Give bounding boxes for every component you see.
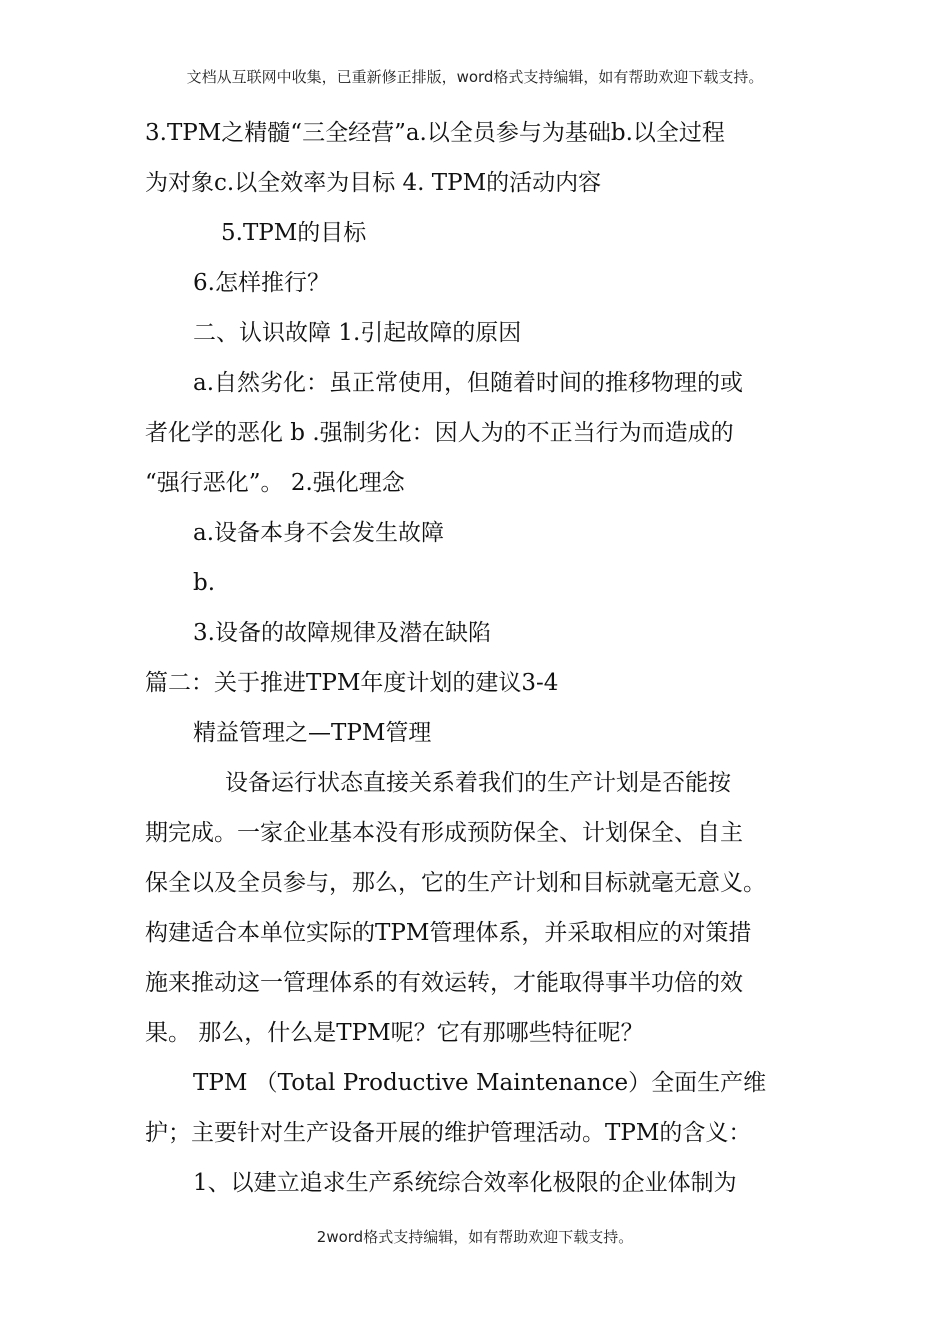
text-line: a.自然劣化：虽正常使用，但随着时间的推移物理的或 [193,370,744,396]
text-line: 保全以及全员参与，那么，它的生产计划和目标就毫无意义。 [145,870,766,896]
text-line: b. [193,570,216,596]
text-line: 者化学的恶化 b .强制劣化：因人为的不正当行为而造成的 [145,420,734,446]
chapter-heading: 篇二：关于推进TPM年度计划的建议3-4 [145,670,559,696]
text-line: 护；主要针对生产设备开展的维护管理活动。TPM的含义： [145,1120,752,1146]
text-line: 1、以建立追求生产系统综合效率化极限的企业体制为 [193,1170,737,1196]
section-heading: 二、认识故障 1.引起故障的原因 [193,320,522,346]
text-line: 为对象c.以全效率为目标 4. TPM的活动内容 [145,170,602,196]
text-line: 设备运行状态直接关系着我们的生产计划是否能按 [225,770,731,796]
page-footer: 2word格式支持编辑，如有帮助欢迎下载支持。 [316,1228,634,1246]
text-line: “强行恶化”。 2.强化理念 [145,470,405,496]
text-line: 3.TPM之精髓“三全经营”a.以全员参与为基础b.以全过程 [145,120,725,146]
document-body [145,108,835,1208]
text-line: 施来推动这一管理体系的有效运转，才能取得事半功倍的效 [145,970,743,996]
text-line: 构建适合本单位实际的TPM管理体系，并采取相应的对策措 [145,920,752,946]
text-line: TPM （Total Productive Maintenance）全面生产维 [193,1070,767,1096]
subtitle: 精益管理之—TPM管理 [193,720,432,746]
text-line: 5.TPM的目标 [221,220,367,246]
text-line: 果。 那么，什么是TPM呢？它有那哪些特征呢？ [145,1020,644,1046]
text-line: 3.设备的故障规律及潜在缺陷 [193,620,491,646]
page-header: 文档从互联网中收集，已重新修正排版，word格式支持编辑，如有帮助欢迎下载支持。 [186,68,764,86]
text-line: 期完成。一家企业基本没有形成预防保全、计划保全、自主 [145,820,743,846]
text-line: 6.怎样推行？ [193,270,330,296]
text-line: a.设备本身不会发生故障 [193,520,445,546]
